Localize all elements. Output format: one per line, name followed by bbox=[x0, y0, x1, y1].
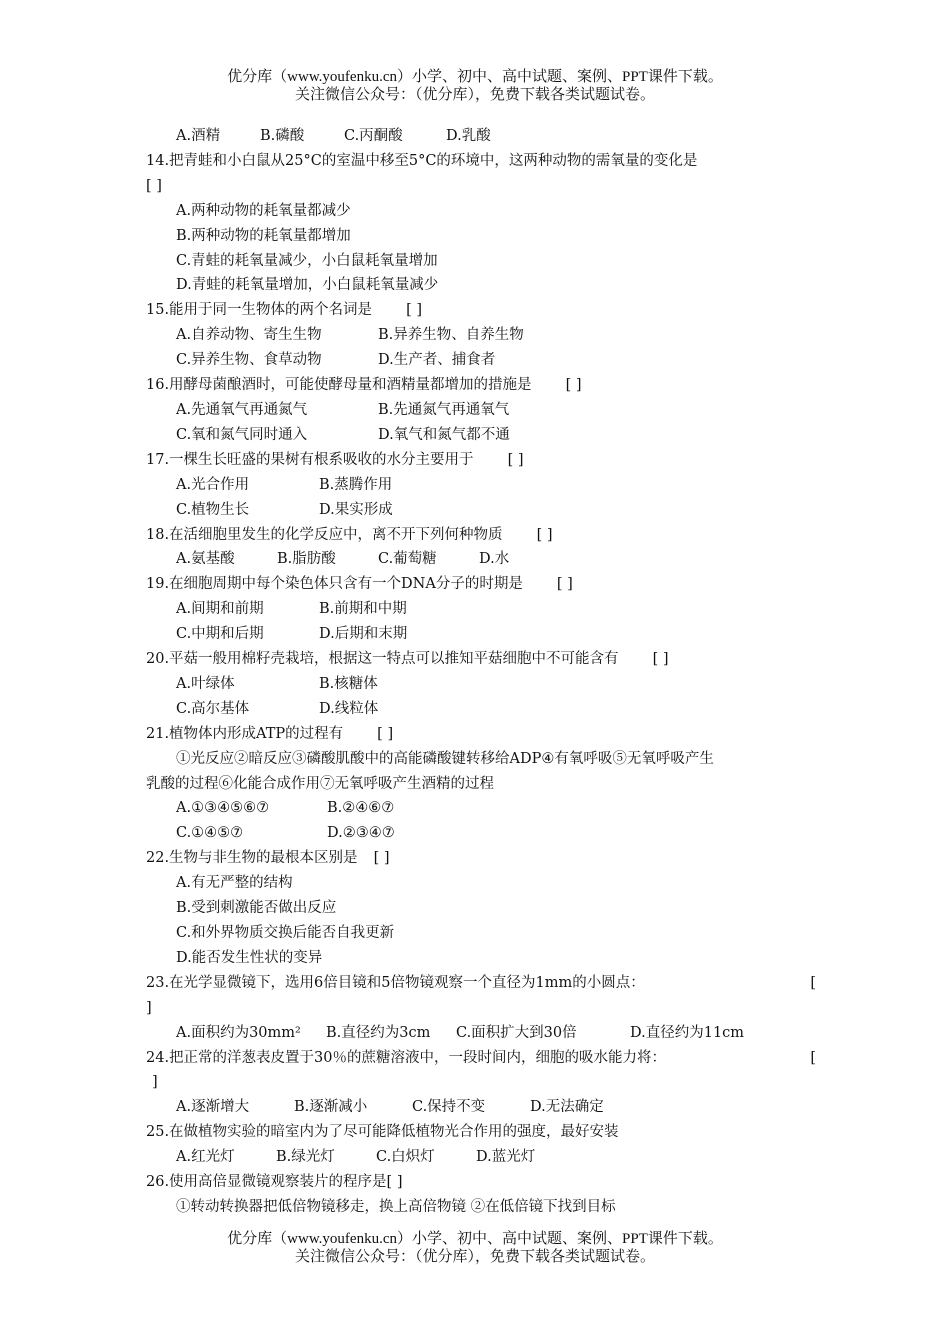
q21-stem: 21.植物体内形成ATP的过程有 bbox=[146, 725, 344, 742]
q15-stem: 15.能用于同一生物体的两个名词是 bbox=[146, 302, 373, 319]
q18-bracket: [ ] bbox=[536, 526, 553, 543]
q15-bracket: [ ] bbox=[406, 302, 422, 319]
q17-stem: 17.一棵生长旺盛的果树有根系吸收的水分主要用于 bbox=[146, 451, 474, 468]
q25-option-c: C.白炽灯 bbox=[376, 1149, 435, 1166]
q21-option-d: D.②③④⑦ bbox=[327, 825, 395, 842]
q13-option-c: C.丙酮酸 bbox=[344, 128, 403, 144]
q21-items-line-1: ①光反应②暗反应③磷酸肌酸中的高能磷酸键转移给ADP④有氧呼吸⑤无氧呼吸产生 bbox=[176, 750, 714, 767]
q17-options-row-1 bbox=[146, 473, 816, 498]
q19-option-d: D.后期和末期 bbox=[319, 626, 408, 643]
q24-bracket-open: [ bbox=[810, 1049, 816, 1066]
q16-line bbox=[146, 373, 816, 398]
q22-option-d: D.能否发生性状的变异 bbox=[176, 949, 323, 966]
page-footer bbox=[0, 1230, 950, 1266]
q20-stem: 20.平菇一般用棉籽壳栽培，根据这一特点可以推知平菇细胞中不可能含有 bbox=[146, 651, 619, 668]
q23-bracket-open: [ bbox=[810, 974, 816, 991]
q17-bracket: [ ] bbox=[507, 451, 524, 468]
q15-option-b: B.异养生物、自养生物 bbox=[378, 327, 524, 344]
q18-option-b: B.脂肪酸 bbox=[277, 551, 336, 568]
q18-stem: 18.在活细胞里发生的化学反应中，离不开下列何种物质 bbox=[146, 526, 503, 543]
q17-option-b: B.蒸腾作用 bbox=[319, 476, 393, 493]
q16-bracket: [ ] bbox=[565, 377, 582, 394]
q17-option-c: C.植物生长 bbox=[176, 501, 250, 518]
q20-option-b: B.核糖体 bbox=[319, 675, 378, 692]
question-content bbox=[146, 124, 816, 1220]
q23-line bbox=[146, 971, 816, 996]
q20-bracket: [ ] bbox=[652, 651, 669, 668]
q21-option-c: C.①④⑤⑦ bbox=[176, 825, 244, 842]
q17-option-d: D.果实形成 bbox=[319, 501, 393, 518]
q14-option-c: C.青蛙的耗氧量减少，小白鼠耗氧量增加 bbox=[176, 252, 438, 269]
q22-line bbox=[146, 846, 816, 871]
footer-line-1: 优分库（www.youfenku.cn）小学、初中、高中试题、案例、PPT课件下载。 bbox=[227, 1231, 723, 1247]
q19-option-a: A.间期和前期 bbox=[176, 601, 264, 618]
q23-option-c: C.面积扩大到30倍 bbox=[456, 1024, 577, 1041]
q16-options-row-1 bbox=[146, 398, 816, 423]
q21-option-a: A.①③④⑤⑥⑦ bbox=[176, 800, 270, 817]
q16-option-b: B.先通氮气再通氧气 bbox=[378, 401, 510, 418]
q13-option-b: B.磷酸 bbox=[260, 128, 305, 144]
q15-options-row-2 bbox=[146, 348, 816, 373]
q25-options bbox=[146, 1145, 816, 1170]
q19-option-b: B.前期和中期 bbox=[319, 601, 407, 618]
q14-option-a: A.两种动物的耗氧量都减少 bbox=[176, 202, 351, 219]
q21-options-row-2 bbox=[146, 821, 816, 846]
q20-options-row-2 bbox=[146, 697, 816, 722]
q25-stem: 25.在做植物实验的暗室内为了尽可能降低植物光合作用的强度，最好安装 bbox=[146, 1124, 619, 1141]
q24-option-d: D.无法确定 bbox=[530, 1099, 604, 1116]
q16-option-c: C.氧和氮气同时通入 bbox=[176, 426, 308, 443]
q24-bracket-close: ] bbox=[152, 1074, 158, 1091]
q24-option-c: C.保持不变 bbox=[412, 1099, 486, 1116]
q21-items-line-2: 乳酸的过程⑥化能合成作用⑦无氧呼吸产生酒精的过程 bbox=[146, 775, 494, 792]
q24-option-a: A.逐渐增大 bbox=[176, 1099, 250, 1116]
q24-options bbox=[146, 1095, 816, 1120]
q25-option-b: B.绿光灯 bbox=[276, 1149, 335, 1166]
q21-bracket: [ ] bbox=[377, 725, 394, 742]
q24-option-b: B.逐渐减小 bbox=[294, 1099, 368, 1116]
q14-option-b: B.两种动物的耗氧量都增加 bbox=[176, 227, 351, 244]
q22-option-b: B.受到刺激能否做出反应 bbox=[176, 900, 337, 917]
page-header bbox=[0, 68, 950, 104]
q22-bracket: [ ] bbox=[373, 850, 390, 867]
q14-stem: 14.把青蛙和小白鼠从25°C的室温中移至5°C的环境中，这两种动物的需氧量的变化是 bbox=[146, 152, 698, 169]
q13-option-a: A.酒精 bbox=[176, 128, 221, 144]
q24-line bbox=[146, 1046, 816, 1071]
q23-stem: 23.在光学显微镜下，选用6倍目镜和5倍物镜观察一个直径为1mm的小圆点： bbox=[146, 974, 645, 991]
q22-option-c: C.和外界物质交换后能否自我更新 bbox=[176, 925, 395, 941]
q20-line bbox=[146, 647, 816, 672]
q21-line bbox=[146, 722, 816, 747]
footer-line-2: 关注微信公众号：（优分库），免费下载各类试题试卷。 bbox=[294, 1249, 655, 1265]
q25-option-a: A.红光灯 bbox=[176, 1149, 235, 1166]
header-line-2: 关注微信公众号：（优分库），免费下载各类试题试卷。 bbox=[294, 87, 655, 103]
q26-steps-line: ①转动转换器把低倍物镜移走，换上高倍物镜 ②在低倍镜下找到目标 bbox=[176, 1198, 616, 1215]
q19-bracket: [ ] bbox=[556, 576, 573, 593]
q15-option-c: C.异养生物、食草动物 bbox=[176, 352, 322, 369]
q26-stem: 26.使用高倍显微镜观察装片的程序是[ ] bbox=[146, 1174, 403, 1191]
q19-options-row-1 bbox=[146, 597, 816, 622]
q23-option-d: D.直径约为11cm bbox=[630, 1024, 745, 1041]
q22-option-a: A.有无严整的结构 bbox=[176, 875, 293, 892]
q18-options bbox=[146, 547, 816, 572]
q21-options-row-1 bbox=[146, 796, 816, 821]
q15-option-d: D.生产者、捕食者 bbox=[378, 352, 496, 369]
q19-option-c: C.中期和后期 bbox=[176, 626, 264, 643]
q24-stem: 24.把正常的洋葱表皮置于30％的蔗糖溶液中，一段时间内，细胞的吸水能力将： bbox=[146, 1049, 667, 1066]
q17-option-a: A.光合作用 bbox=[176, 476, 250, 493]
q20-option-d: D.线粒体 bbox=[319, 700, 379, 717]
q14-option-d: D.青蛙的耗氧量增加，小白鼠耗氧量减少 bbox=[176, 277, 439, 294]
q19-options-row-2 bbox=[146, 622, 816, 647]
q15-options-row-1 bbox=[146, 323, 816, 348]
q18-option-a: A.氨基酸 bbox=[176, 551, 235, 568]
q16-option-d: D.氧气和氮气都不通 bbox=[378, 426, 510, 443]
q13-options bbox=[146, 124, 816, 149]
q13-option-d: D.乳酸 bbox=[446, 128, 491, 144]
q22-stem: 22.生物与非生物的最根本区别是 bbox=[146, 850, 358, 867]
q23-bracket-close: ] bbox=[146, 999, 152, 1016]
q23-options bbox=[146, 1021, 816, 1046]
q15-option-a: A.自养动物、寄生生物 bbox=[176, 327, 322, 344]
q17-options-row-2 bbox=[146, 498, 816, 523]
header-line-1: 优分库（www.youfenku.cn）小学、初中、高中试题、案例、PPT课件下载。 bbox=[227, 69, 723, 85]
q15-line bbox=[146, 298, 816, 323]
q18-option-d: D.水 bbox=[479, 551, 510, 568]
q20-option-a: A.叶绿体 bbox=[176, 675, 235, 692]
q19-line bbox=[146, 572, 816, 597]
q25-option-d: D.蓝光灯 bbox=[476, 1149, 536, 1166]
q20-options-row-1 bbox=[146, 672, 816, 697]
q18-option-c: C.葡萄糖 bbox=[378, 551, 437, 568]
q17-line bbox=[146, 448, 816, 473]
q16-option-a: A.先通氧气再通氮气 bbox=[176, 401, 308, 418]
q14-bracket: [ ] bbox=[146, 177, 162, 194]
q23-option-b: B.直径约为3cm bbox=[326, 1024, 431, 1041]
q18-line bbox=[146, 523, 816, 548]
q16-options-row-2 bbox=[146, 423, 816, 448]
q21-option-b: B.②④⑥⑦ bbox=[327, 800, 395, 817]
q20-option-c: C.高尔基体 bbox=[176, 700, 250, 717]
q19-stem: 19.在细胞周期中每个染色体只含有一个DNA分子的时期是 bbox=[146, 576, 523, 593]
q16-stem: 16.用酵母菌酿酒时，可能使酵母量和酒精量都增加的措施是 bbox=[146, 377, 532, 394]
q23-option-a: A.面积约为30mm² bbox=[176, 1024, 301, 1041]
